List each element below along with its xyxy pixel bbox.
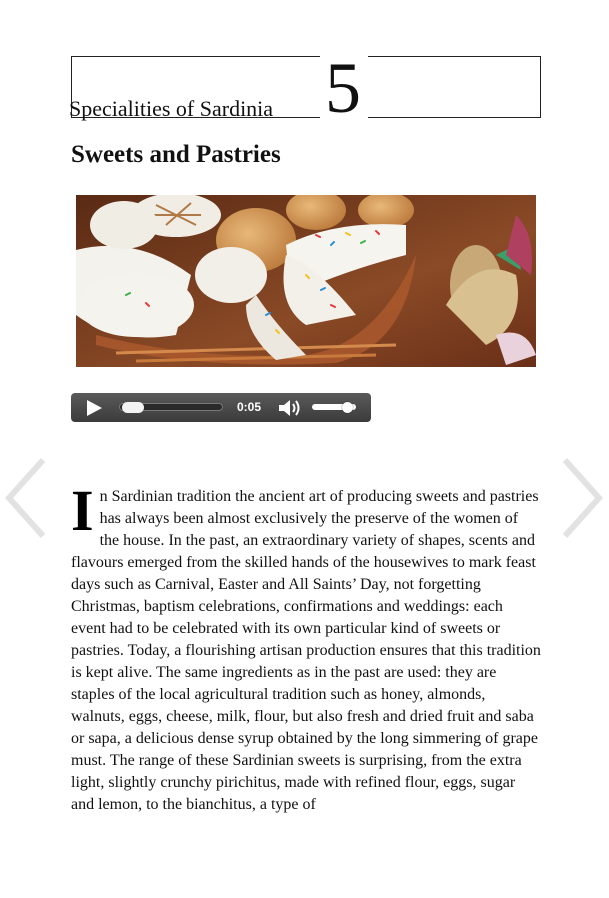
- volume-handle[interactable]: [342, 402, 353, 413]
- pastries-illustration: [76, 195, 536, 367]
- play-icon[interactable]: [87, 400, 102, 416]
- sardinian-pastries-photo: [76, 195, 536, 367]
- seek-handle[interactable]: [122, 402, 144, 413]
- article-body: [71, 478, 541, 816]
- audio-player: [71, 393, 371, 422]
- elapsed-time: 0:05: [237, 400, 262, 414]
- chevron-left-icon[interactable]: [3, 456, 47, 540]
- article-text: n Sardinian tradition the ancient art of producing sweets and pastries has always been almost exclusively the preserve of the women of the house. In the past, an extraordinary variety of shapes, scents and flavours emerged from the skilled hands of the housewives to mark feast days such as Carnival, Easter and All Saints’ Day, not forgetting Christmas, baptism celebrations, confirmations and weddings: each event had to be celebrated with its own particular kind of sweets or pastries. Today, a flourishing artisan production ensures that this tradition is kept alive. The same ingredients as in the past are used: they are staples of the local agricultural tradition such as honey, almonds, walnuts, eggs, cheese, milk, flour, but also fresh and dried fruit and saba or sapa, a delicious dense syrup obtained by the long simmering of grape must. The range of these Sardinian sweets is surprising, from the extra light, slightly crunchy pirichitus, made with refined flour, eggs, sugar and lemon, to the bianchitus, a type of: [71, 488, 541, 813]
- speaker-icon[interactable]: [277, 399, 303, 417]
- chevron-right-icon[interactable]: [561, 456, 605, 540]
- chapter-number: 5: [325, 48, 361, 128]
- chapter-title: Specialities of Sardinia: [69, 96, 274, 121]
- drop-cap: I: [71, 478, 94, 543]
- section-title: Sweets and Pastries: [71, 141, 281, 168]
